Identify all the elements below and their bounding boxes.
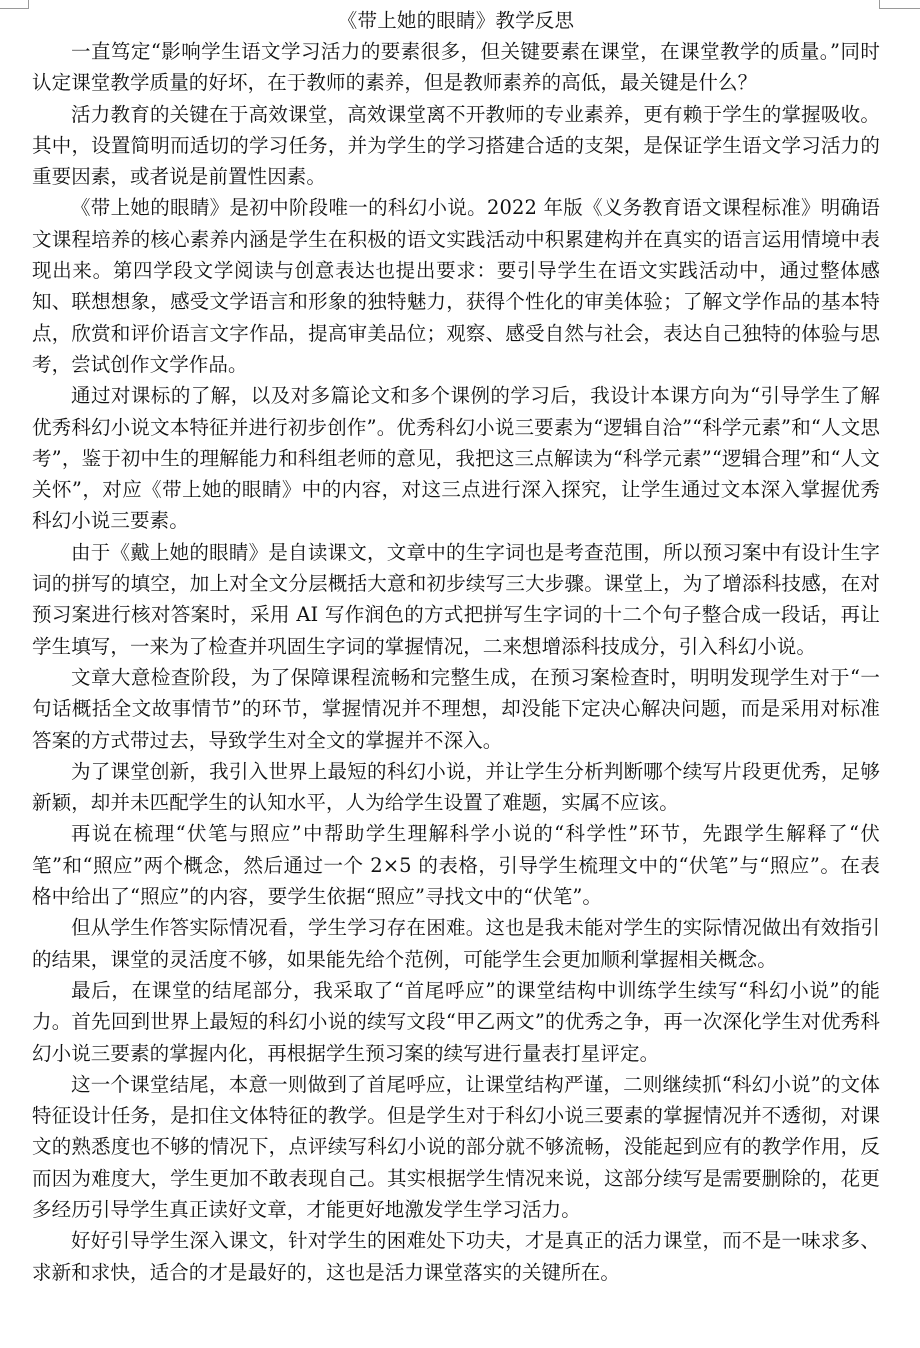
paragraph-3: 《带上她的眼睛》是初中阶段唯一的科幻小说。2022 年版《义务教育语文课程标准》明确语文课程培养的核心素养内涵是学生在积极的语文实践活动中积累建构并在真实的语言运用情境中表现出来。第四学段文学阅读与创意表达也提出要求：要引导学生在语文实践活动中，通过整体感知、联想想象，感受文学语言和形象的独特魅力，获得个性化的审美体验；了解文学作品的基本特点，欣赏和评价语言文字作品，提高审美品位；观察、感受自然与社会，表达自己独特的体验与思考，尝试创作文学作品。 [32,196,880,376]
paragraph-10: 最后，在课堂的结尾部分，我采取了“首尾呼应”的课堂结构中训练学生续写“科幻小说”的能力。首先回到世界上最短的科幻小说的续写文段“甲乙两文”的优秀之争，再一次深化学生对优秀科幻小说三要素的掌握内化，再根据学生预习案的续写进行量表打星评定。 [32,978,880,1065]
paragraph-12: 好好引导学生深入课文，针对学生的困难处下功夫，才是真正的活力课堂，而不是一味求多、求新和求快，适合的才是最好的，这也是活力课堂落实的关键所在。 [32,1229,880,1284]
paragraph-2: 活力教育的关键在于高效课堂，高效课堂离不开教师的专业素养，更有赖于学生的掌握吸收。其中，设置简明而适切的学习任务，并为学生的学习搭建合适的支架，是保证学生语文学习活力的重要因素，或者说是前置性因素。 [32,102,880,189]
document-body [32,6,880,1288]
paragraph-9: 但从学生作答实际情况看，学生学习存在困难。这也是我未能对学生的实际情况做出有效指引的结果，课堂的灵活度不够，如果能先给个范例，可能学生会更加顺利掌握相关概念。 [32,916,880,971]
paragraph-8: 再说在梳理“伏笔与照应”中帮助学生理解科学小说的“科学性”环节，先跟学生解释了“伏笔”和“照应”两个概念，然后通过一个 2×5 的表格，引导学生梳理文中的“伏笔”与“照应”。在表格中给出了“照应”的内容，要学生依据“照应”寻找文中的“伏笔”。 [32,822,880,909]
document-title: 《带上她的眼睛》教学反思 [337,9,575,32]
paragraph-1: 一直笃定“影响学生语文学习活力的要素很多，但关键要素在课堂，在课堂教学的质量。”同时认定课堂教学质量的好坏，在于教师的素养，但是教师素养的高低，最关键是什么？ [32,40,880,95]
paragraph-6: 文章大意检查阶段，为了保障课程流畅和完整生成，在预习案检查时，明明发现学生对于“一句话概括全文故事情节”的环节，掌握情况并不理想，却没能下定决心解决问题，而是采用对标准答案的方式带过去，导致学生对全文的掌握并不深入。 [32,665,880,752]
page-corner-mark-left [0,0,29,9]
paragraph-11: 这一个课堂结尾，本意一则做到了首尾呼应，让课堂结构严谨，二则继续抓“科幻小说”的文体特征设计任务，是扣住文体特征的教学。但是学生对于科幻小说三要素的掌握情况并不透彻，对课文的熟悉度也不够的情况下，点评续写科幻小说的部分就不够流畅，没能起到应有的教学作用，反而因为难度大，学生更加不敢表现自己。其实根据学生情况来说，这部分续写是需要删除的，花更多经历引导学生真正读好文章，才能更好地激发学生学习活力。 [32,1072,880,1221]
paragraph-4: 通过对课标的了解，以及对多篇论文和多个课例的学习后，我设计本课方向为“引导学生了解优秀科幻小说文本特征并进行初步创作”。优秀科幻小说三要素为“逻辑自洽”“科学元素”和“人文思考”，鉴于初中生的理解能力和科组老师的意见，我把这三点解读为“科学元素”“逻辑合理”和“人文关怀”，对应《带上她的眼睛》中的内容，对这三点进行深入探究，让学生通过文本深入掌握优秀科幻小说三要素。 [32,384,880,533]
paragraph-7: 为了课堂创新，我引入世界上最短的科幻小说，并让学生分析判断哪个续写片段更优秀，足够新颖，却并未匹配学生的认知水平，人为给学生设置了难题，实属不应该。 [32,759,880,815]
paragraph-5: 由于《戴上她的眼睛》是自读课文，文章中的生字词也是考查范围，所以预习案中有设计生字词的拼写的填空，加上对全文分层概括大意和初步续写三大步骤。课堂上，为了增添科技感，在对预习案进行核对答案时，采用 AI 写作润色的方式把拼写生字词的十二个句子整合成一段话，再让学生填写，一来为了检查并巩固生字词的掌握情况，二来想增添科技成分，引入科幻小说。 [32,540,880,658]
page-corner-mark-right [879,0,920,9]
